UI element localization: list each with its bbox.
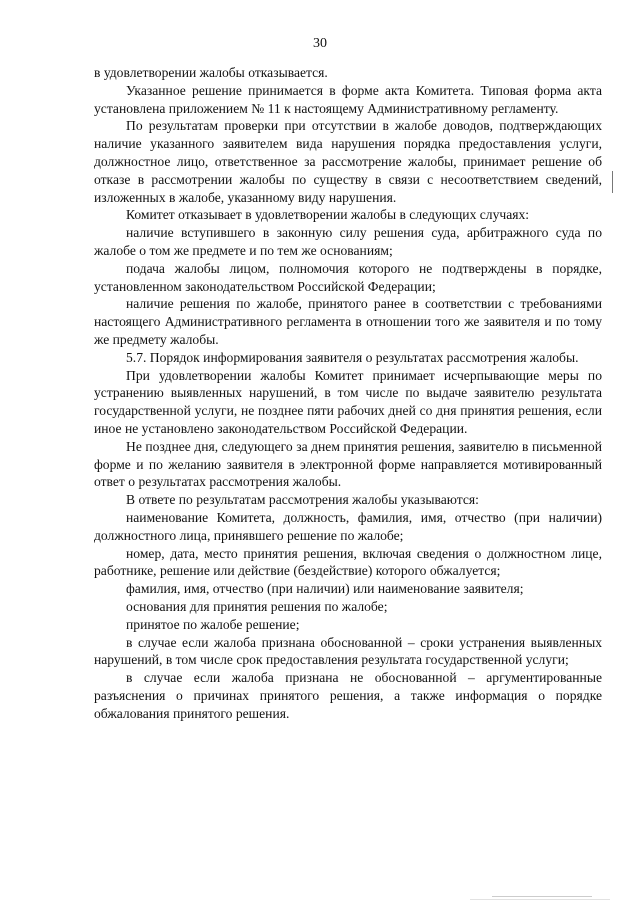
list-item-unjustified-complaint: в случае если жалоба признана не обоснованной – аргументированные разъяснения о причинах принятого решения, а также информация о порядке обжалования принятого решения. (94, 670, 602, 721)
list-item-applicant-name: фамилия, имя, отчество (при наличии) или наименование заявителя; (126, 581, 524, 597)
list-item-previous-decision: наличие решения по жалобе, принятого ранее в соответствии с требованиями настоящего Административного регламента в отношении того же заявителя и по тому же предмету жалобы. (94, 296, 602, 347)
list-item-decision-details: номер, дата, место принятия решения, включая сведения о должностном лице, работнике, решение или действие (бездействие) которого обжалуется; (94, 545, 602, 579)
scan-edge-mark (470, 899, 610, 900)
list-item-justified-complaint: в случае если жалоба признана обоснованной – сроки устранения выявленных нарушений, в том числе срок предоставления результата государственной услуги; (94, 634, 602, 668)
page-number: 30 (313, 36, 327, 51)
paragraph-refusal-to-consider: По результатам проверки при отсутствии в жалобе доводов, подтверждающих наличие указанного заявителем вида нарушения порядка предоставления услуги, должностное лицо, ответственное за рассмотрение жалобы, принимает решение об отказе в рассмотрении жалобы по существу в связи с несоответствием сведений, изложенных в жалобе, указанному виду нарушения. (94, 118, 602, 205)
paragraph-refusal-cases-intro: Комитет отказывает в удовлетворении жалобы в следующих случаях: (126, 207, 530, 223)
scan-edge-mark (492, 896, 592, 897)
list-item-court-decision: наличие вступившего в законную силу решения суда, арбитражного суда по жалобе о том же предмете и по тем же основаниям; (94, 225, 602, 258)
list-item-grounds: основания для принятия решения по жалобе; (126, 598, 388, 614)
scan-margin-mark (612, 171, 613, 193)
list-item-committee-name: наименование Комитета, должность, фамилия, имя, отчество (при наличии) должностного лица, принявшего решение по жалобе; (94, 509, 602, 543)
paragraph-continuation: в удовлетворении жалобы отказывается. (94, 65, 328, 80)
paragraph-satisfaction-measures: При удовлетворении жалобы Комитет принимает исчерпывающие меры по устранению выявленных нарушений, в том числе по выдаче заявителю результата государственной услуги, не позднее пяти рабочих дней со дня принятия решения, если иное не установлено законодательством Российской Федерации. (94, 367, 602, 436)
list-item-unconfirmed-authority: подача жалобы лицом, полномочия которого не подтверждены в порядке, установленном законодательством Российской Федерации; (94, 260, 602, 294)
paragraph-decision-form: Указанное решение принимается в форме акта Комитета. Типовая форма акта установлена приложением № 11 к настоящему Административному регламенту. (94, 82, 602, 116)
paragraph-response-contents-intro: В ответе по результатам рассмотрения жалобы указываются: (126, 492, 479, 508)
list-item-decision: принятое по жалобе решение; (126, 616, 300, 632)
document-body (94, 64, 602, 722)
section-heading-5-7: 5.7. Порядок информирования заявителя о результатах рассмотрения жалобы. (126, 349, 579, 365)
paragraph-reasoned-response: Не позднее дня, следующего за днем принятия решения, заявителю в письменной форме и по желанию заявителя в электронной форме направляется мотивированный ответ о результатах рассмотрения жалобы. (94, 438, 602, 490)
